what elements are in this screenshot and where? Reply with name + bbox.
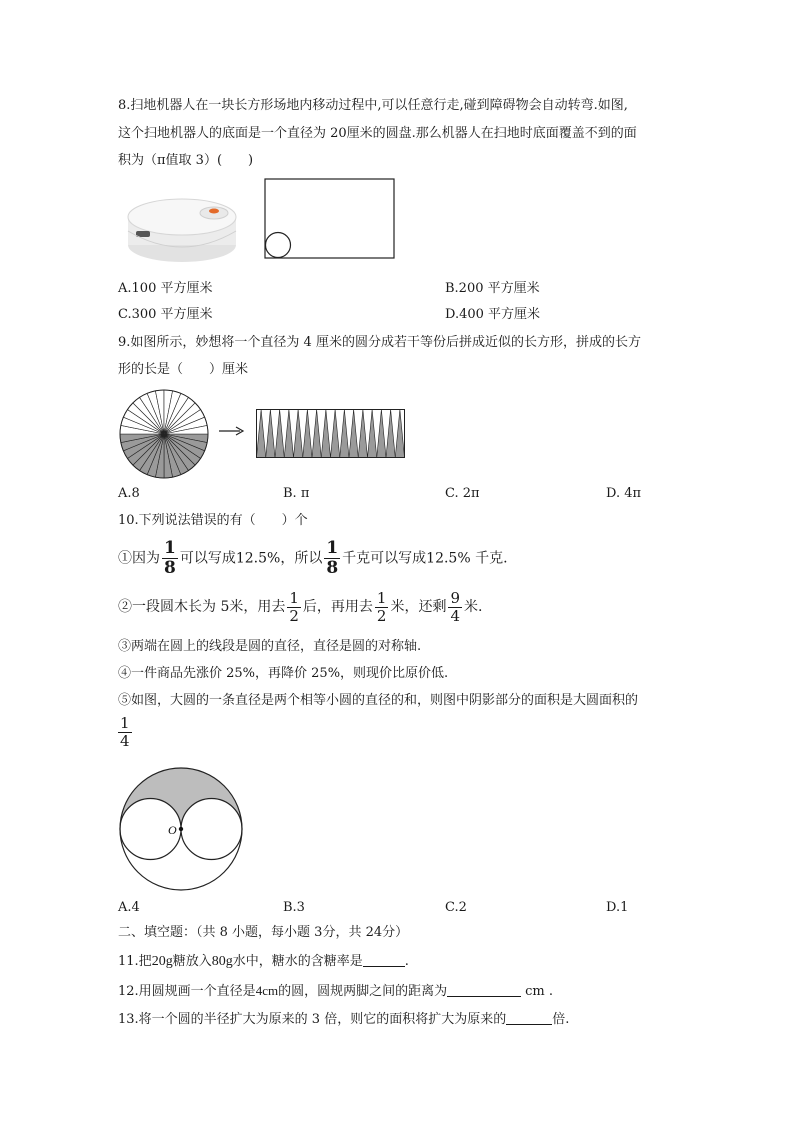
q10-option-b[interactable]: B.3 — [283, 900, 305, 915]
q10-statement-1 — [118, 540, 508, 577]
shaded-tooth — [321, 410, 330, 458]
q11-mass-2: 80g — [211, 954, 233, 969]
approximate-rectangle-diagram — [256, 409, 406, 459]
q10-option-d[interactable]: D.1 — [606, 900, 629, 915]
q8-line-2: 这个扫地机器人的底面是一个直径为 20厘米的圆盘.那么机器人在扫地时底面覆盖不到的面 — [118, 126, 637, 141]
shaded-tooth — [312, 410, 321, 458]
q11-text-a: 11.把 — [118, 954, 152, 969]
q12-answer-blank[interactable] — [447, 982, 521, 997]
q11-text-c: 水中，糖水的含糖率是 — [232, 954, 363, 969]
q9-option-c[interactable]: C. 2π — [445, 486, 480, 501]
q8-line-3: 积为（π值取 3）( ) — [118, 153, 254, 168]
rectangle-field-diagram — [264, 178, 396, 260]
fraction-one-quarter: $\frac{1}{4}$ — [120, 714, 130, 750]
q10-statement-2 — [118, 590, 482, 624]
q12-diameter: 4cm — [255, 983, 279, 998]
shaded-tooth — [331, 410, 340, 458]
q11-line — [118, 952, 409, 972]
statement-1-text-b: 可以写成12.5%，所以 — [179, 550, 323, 567]
shaded-tooth — [303, 410, 312, 458]
q9-line-2: 形的长是（ ）厘米 — [118, 362, 249, 377]
q8-line-1: 8.扫地机器人在一块长方形场地内移动过程中,可以任意行走,碰到障碍物会自动转弯.如图, — [118, 98, 628, 113]
q10-statement-5: ⑤如图，大圆的一条直径是两个相等小圆的直径的和，则图中阴影部分的面积是大圆面积的 — [118, 693, 639, 708]
section-2-title: 二、填空题：（共 8 小题，每小题 3分，共 24分） — [118, 925, 409, 940]
q11-text-d: . — [404, 954, 409, 969]
statement-2-text-d: 米. — [464, 599, 483, 615]
statement-2-text-a: ②一段圆木长为 5米，用去 — [118, 599, 286, 615]
fraction-one-half: $\frac{1}{2}$ — [376, 588, 387, 625]
statement-2-text-b: 后，再用去 — [302, 599, 373, 615]
q10-statement-4: ④一件商品先涨价 25%，再降价 25%，则现价比原价低. — [118, 666, 449, 681]
q10-statement-5-fraction — [118, 716, 132, 749]
q8-option-d[interactable]: D.400 平方厘米 — [445, 307, 541, 322]
shaded-tooth — [340, 410, 349, 458]
shaded-tooth — [266, 410, 275, 458]
q9-option-a[interactable]: A.8 — [118, 486, 140, 501]
q12-text-b: 的圆，圆规两脚之间的距离为 — [278, 984, 448, 999]
q10-line-1: 10.下列说法错误的有（ ）个 — [118, 513, 308, 528]
q9-option-b[interactable]: B. π — [283, 486, 310, 501]
fraction-nine-quarters: $\frac{9}{4}$ — [450, 588, 460, 625]
fraction-one-half: $\frac{1}{2}$ — [289, 588, 299, 625]
q13-line — [118, 1010, 569, 1030]
divided-circle-diagram — [118, 388, 210, 480]
q13-text-b: 倍. — [552, 1012, 570, 1027]
q8-option-a[interactable]: A.100 平方厘米 — [118, 281, 213, 296]
q11-mass-1: 20g — [151, 954, 173, 969]
q12-unit: cm . — [525, 984, 553, 999]
q11-text-b: 糖放入 — [172, 954, 212, 969]
shaded-tooth — [386, 410, 395, 458]
q10-option-c[interactable]: C.2 — [445, 900, 467, 915]
shaded-tooth — [294, 410, 303, 458]
shaded-tooth — [284, 410, 293, 458]
q12-line — [118, 981, 553, 1002]
robot-vacuum-image — [124, 183, 240, 265]
q13-text-a: 13.将一个圆的半径扩大为原来的 3 倍，则它的面积将扩大为原来的 — [118, 1012, 507, 1027]
shaded-tooth — [368, 410, 377, 458]
center-o-label: O — [168, 823, 177, 837]
q9-line-1: 9.如图所示，妙想将一个直径为 4 厘米的圆分成若干等份后拼成近似的长方形，拼成的长方 — [118, 335, 641, 350]
statement-1-text-c: 千克可以写成12.5% 千克. — [342, 550, 508, 567]
shaded-tooth — [257, 410, 266, 458]
shaded-tooth — [349, 410, 358, 458]
statement-1-text-a: ①因为 — [118, 550, 160, 567]
q13-answer-blank[interactable] — [506, 1010, 552, 1025]
shaded-tooth — [358, 410, 367, 458]
shaded-tooth — [395, 410, 404, 458]
fraction-one-eighth: $\frac{1}{8}$ — [164, 538, 176, 578]
q11-answer-blank[interactable] — [363, 952, 405, 967]
q9-option-d[interactable]: D. 4π — [606, 486, 642, 501]
q10-option-a[interactable]: A.4 — [118, 900, 140, 915]
q12-text-a: 12.用圆规画一个直径是 — [118, 984, 256, 999]
shaded-tooth — [275, 410, 284, 458]
fraction-one-eighth: $\frac{1}{8}$ — [326, 538, 339, 578]
arrow-right-icon — [218, 424, 246, 438]
q10-statement-3: ③两端在圆上的线段是圆的直径，直径是圆的对称轴. — [118, 639, 422, 654]
statement-2-text-c: 米，还剩 — [390, 599, 447, 615]
shaded-tooth — [377, 410, 386, 458]
q8-option-c[interactable]: C.300 平方厘米 — [118, 307, 213, 322]
two-circles-in-circle-diagram — [118, 766, 244, 892]
q8-option-b[interactable]: B.200 平方厘米 — [445, 281, 540, 296]
